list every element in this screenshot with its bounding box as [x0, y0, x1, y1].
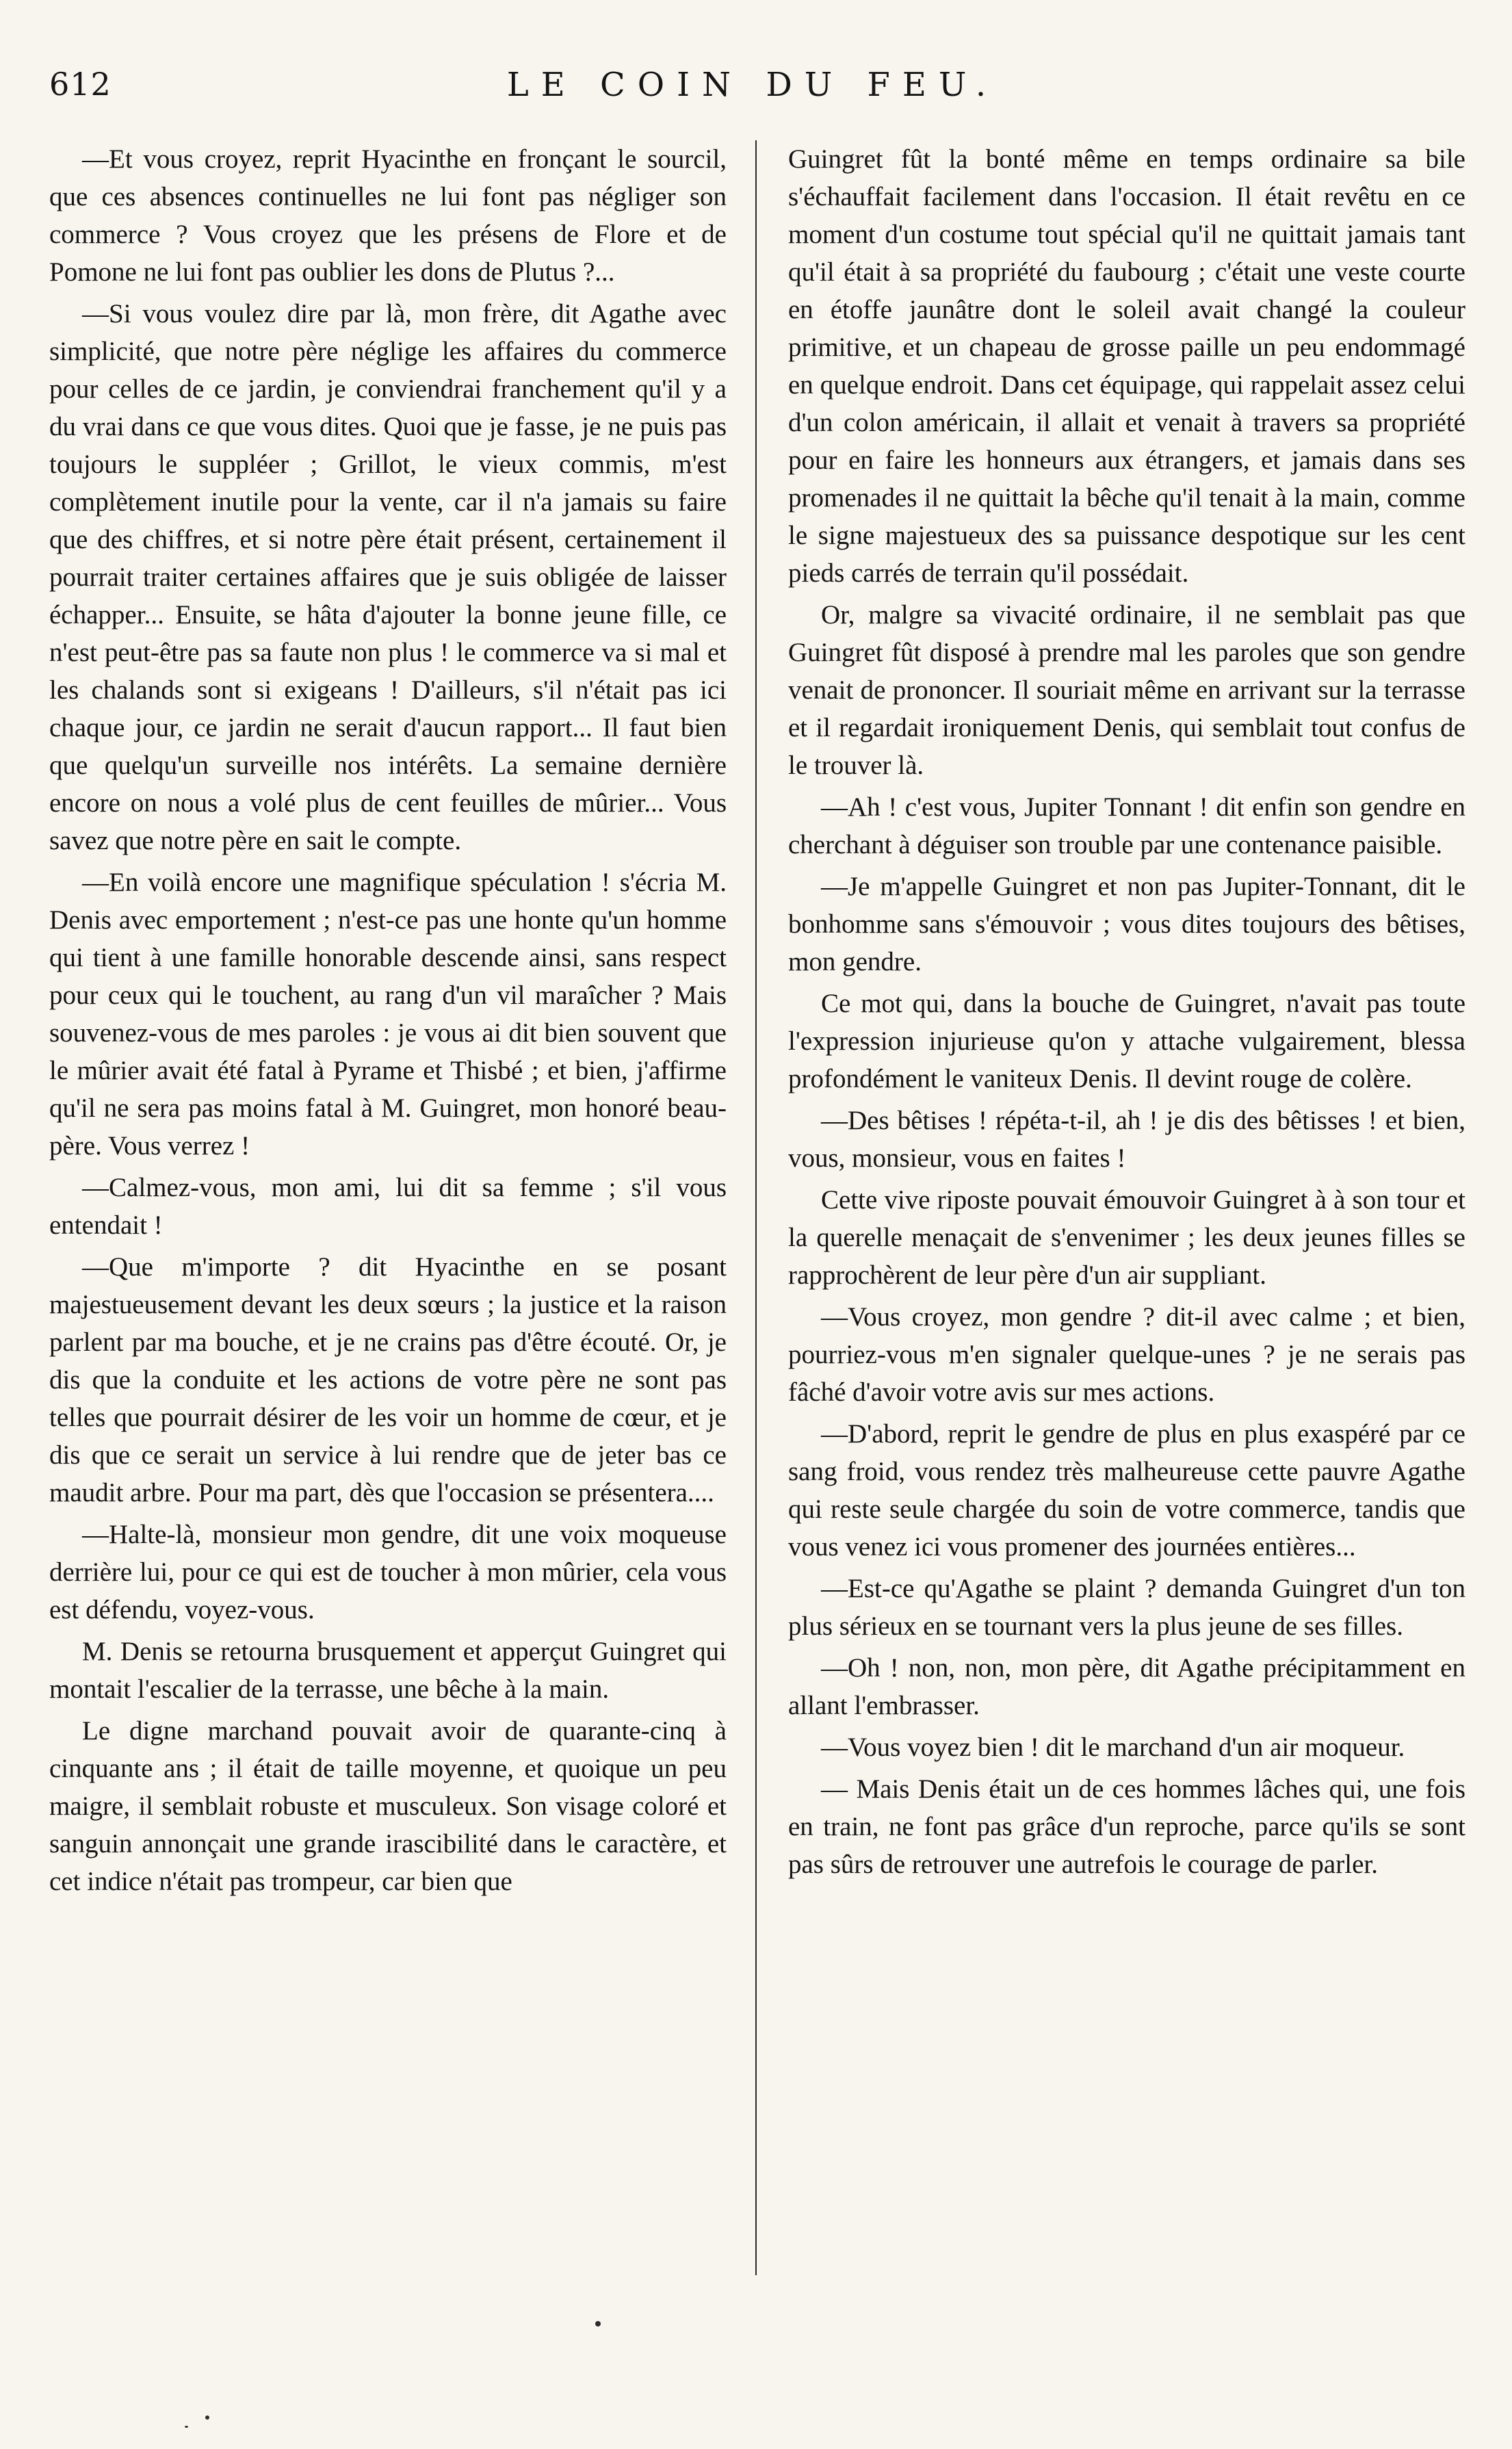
paragraph: Guingret fût la bonté même en temps ordinaire sa bile s'échauffait facilement dans l'occasion. Il était revêtu en ce moment d'un costume tout spécial qu'il ne quittait jamais tant qu'il était à sa propriété du faubourg ; c'était une veste courte en étoffe jaunâtre dont le soleil avait changé la couleur primitive, et un chapeau de grosse paille un peu endommagé en quelque endroit. Dans cet équipage, qui rappelait assez celui d'un colon américain, il allait et venait à travers sa propriété pour en faire les honneurs aux étrangers, et jamais dans ses promenades il ne quittait la bêche qu'il tenait à la main, comme le signe majestueux des sa puissance despotique sur les cent pieds carrés de terrain qu'il possédait. — [788, 144, 1465, 588]
page-number: 612 — [49, 66, 112, 103]
paragraph: — Mais Denis était un de ces hommes lâches qui, une fois en train, ne font pas grâce d'un reproche, parce qu'ils se sont pas sûrs de retrouver une autrefois le courage de parler. — [788, 1774, 1465, 1879]
paragraph: —Ah ! c'est vous, Jupiter Tonnant ! dit enfin son gendre en cherchant à déguiser son trouble par une contenance paisible. — [788, 792, 1465, 859]
paragraph: —Halte-là, monsieur mon gendre, dit une voix moqueuse derrière lui, pour ce qui est de toucher à mon mûrier, cela vous est défendu, voyez-vous. — [49, 1520, 727, 1624]
paragraph: —Oh ! non, non, mon père, dit Agathe précipitamment en allant l'embrasser. — [788, 1653, 1465, 1720]
paragraph: —Vous voyez bien ! dit le marchand d'un air moqueur. — [821, 1733, 1405, 1762]
paragraph: —Vous croyez, mon gendre ? dit-il avec calme ; et bien, pourriez-vous m'en signaler quelque-unes ? je ne serais pas fâché d'avoir votre avis sur mes actions. — [788, 1302, 1465, 1407]
paragraph: Or, malgre sa vivacité ordinaire, il ne semblait pas que Guingret fût disposé à prendre mal les paroles que son gendre venait de prononcer. Il souriait même en arrivant sur la terrasse et il regardait ironiquement Denis, qui semblait tout confus de le trouver là. — [788, 600, 1465, 780]
paragraph: —Est-ce qu'Agathe se plaint ? demanda Guingret d'un ton plus sérieux en se tournant vers la plus jeune de ses filles. — [788, 1574, 1465, 1641]
paragraph: Ce mot qui, dans la bouche de Guingret, n'avait pas toute l'expression injurieuse qu'on y attache vulgairement, blessa profondément le vaniteux Denis. Il devint rouge de colère. — [788, 989, 1465, 1093]
right-column — [788, 140, 1465, 2275]
paragraph: —D'abord, reprit le gendre de plus en plus exaspéré par ce sang froid, vous rendez très malheureuse cette pauvre Agathe qui reste seule chargée du soin de votre commerce, tandis que vous venez ici vous promener des journées entières... — [788, 1419, 1465, 1562]
ink-speck — [595, 2321, 601, 2327]
left-column — [49, 140, 727, 2275]
paragraph: Cette vive riposte pouvait émouvoir Guingret à à son tour et la querelle menaçait de s'envenimer ; les deux jeunes filles se rapprochèrent de leur père d'un air suppliant. — [788, 1185, 1465, 1290]
paragraph: —Des bêtises ! répéta-t-il, ah ! je dis des bêtisses ! et bien, vous, monsieur, vous en faites ! — [788, 1106, 1465, 1173]
paragraph: Le digne marchand pouvait avoir de quarante-cinq à cinquante ans ; il était de taille moyenne, et quoique un peu maigre, il semblait robuste et musculeux. Son visage coloré et sanguin annonçait une grande irascibilité dans le caractère, et cet indice n'était pas trompeur, car bien que — [49, 1716, 727, 1896]
paragraph: —Et vous croyez, reprit Hyacinthe en fronçant le sourcil, que ces absences continuelles ne lui font pas négliger son commerce ? Vous croyez que les présens de Flore et de Pomone ne lui font pas oublier les dons de Plutus ?... — [49, 144, 727, 287]
paragraph: —Je m'appelle Guingret et non pas Jupiter-Tonnant, dit le bonhomme sans s'émouvoir ; vous dites toujours des bêtises, mon gendre. — [788, 872, 1465, 976]
running-title: LE COIN DU FEU. — [506, 66, 999, 104]
ink-speck — [205, 2415, 209, 2420]
paragraph: —Calmez-vous, mon ami, lui dit sa femme ; s'il vous entendait ! — [49, 1173, 727, 1240]
text-columns — [49, 140, 1465, 2275]
paragraph: —En voilà encore une magnifique spéculation ! s'écria M. Denis avec emportement ; n'est-ce pas une honte qu'un homme qui tient à une famille honorable descende ainsi, sans respect pour ceux qui le touchent, au rang d'un vil maraîcher ? Mais souvenez-vous de mes paroles : je vous ai dit bien souvent que le mûrier avait été fatal à Pyrame et Thisbé ; et bien, j'affirme qu'il ne sera pas moins fatal à M. Guingret, mon honoré beau-père. Vous verrez ! — [49, 868, 727, 1161]
paragraph: M. Denis se retourna brusquement et apperçut Guingret qui montait l'escalier de la terrasse, une bêche à la main. — [49, 1637, 727, 1704]
paragraph: —Que m'importe ? dit Hyacinthe en se posant majestueusement devant les deux sœurs ; la justice et la raison parlent par ma bouche, et je ne crains pas d'être écouté. Or, je dis que la conduite et les actions de votre père ne sont pas telles que pourrait désirer de les voir un homme de cœur, et je dis que ce serait un service à lui rendre que de jeter bas ce maudit arbre. Pour ma part, dès que l'occasion se présentera.... — [49, 1252, 727, 1507]
paragraph: —Si vous voulez dire par là, mon frère, dit Agathe avec simplicité, que notre père néglige les affaires du commerce pour celles de ce jardin, je conviendrai franchement qu'il y a du vrai dans ce que vous dites. Quoi que je fasse, je ne puis pas toujours le suppléer ; Grillot, le vieux commis, m'est complètement inutile pour la vente, car il n'a jamais su faire que des chiffres, et si notre père était présent, certainement il pourrait traiter certaines affaires que je suis obligée de laisser échapper... Ensuite, se hâta d'ajouter la bonne jeune fille, ce n'est peut-être pas sa faute non plus ! le commerce va si mal et les chalands sont si exigeans ! D'ailleurs, s'il n'était pas ici chaque jour, ce jardin ne serait d'aucun rapport... Il faut bien que quelqu'un surveille nos intérêts. La semaine dernière encore on nous a volé plus de cent feuilles de mûrier... Vous savez que notre père en sait le compte. — [49, 299, 727, 855]
ink-speck — [185, 2426, 188, 2428]
